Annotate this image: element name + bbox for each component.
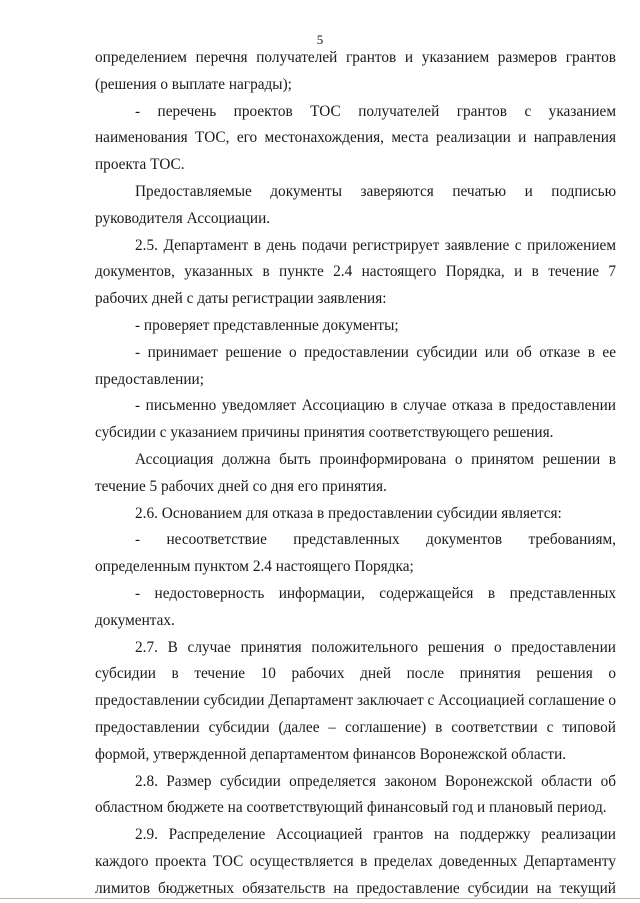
- paragraph-2-6-item-2: - недостоверность информации, содержащейся в представленных документах.: [95, 584, 616, 629]
- paragraph-2-5-item-1: - проверяет представленные документы;: [135, 316, 399, 334]
- page-bottom-edge: [0, 898, 640, 899]
- paragraph-2-5: 2.5. Департамент в день подачи регистрирует заявление с приложением документов, указанных в пункте 2.4 настоящего Порядка, и в течение 7 рабочих дней с даты регистрации заявления:: [95, 236, 616, 308]
- paragraph-2-5-item-2: - принимает решение о предоставлении субсидии или об отказе в ее предоставлении;: [95, 343, 616, 388]
- paragraph-continuation: определением перечня получателей грантов и указанием размеров грантов (решения о выплате награды);: [95, 49, 616, 93]
- paragraph-2-6-item-1: - несоответствие представленных документов требованиям, определенным пунктом 2.4 настоящего Порядка;: [95, 531, 616, 576]
- paragraph-2-5-item-3: - письменно уведомляет Ассоциацию в случае отказа в предоставлении субсидии с указанием причины принятия соответствующего решения.: [95, 397, 616, 442]
- paragraph-2-7: 2.7. В случае принятия положительного решения о предоставлении субсидии в течение 10 рабочих дней после принятия решения о предоставлении субсидии Департамент заключает с Ассоциацией соглашение о предоставлении субсидии (далее – соглашение) в соответствии с типовой формой, утвержденной департаментом финансов Воронежской области.: [95, 638, 616, 763]
- paragraph-list-projects: - перечень проектов ТОС получателей грантов с указанием наименования ТОС, его местонахождения, места реализации и направления проекта ТОС.: [95, 102, 616, 174]
- paragraph-2-9: 2.9. Распределение Ассоциацией грантов на поддержку реализации каждого проекта ТОС осуществляется в пределах доведенных Департаменту лимитов бюджетных обязательств на предоставление субсидии на текущий: [95, 826, 616, 897]
- paragraph-2-8: 2.8. Размер субсидии определяется законом Воронежской области об областном бюджете на соответствующий финансовый год и плановый период.: [95, 772, 616, 817]
- page-number: 5: [316, 32, 324, 47]
- paragraph-notification: Ассоциация должна быть проинформирована о принятом решении в течение 5 рабочих дней со дня его принятия.: [95, 450, 616, 495]
- document-body: [95, 45, 616, 903]
- paragraph-certification: Предоставляемые документы заверяются печатью и подписью руководителя Ассоциации.: [95, 182, 616, 227]
- paragraph-2-6: 2.6. Основанием для отказа в предоставлении субсидии является:: [135, 504, 562, 522]
